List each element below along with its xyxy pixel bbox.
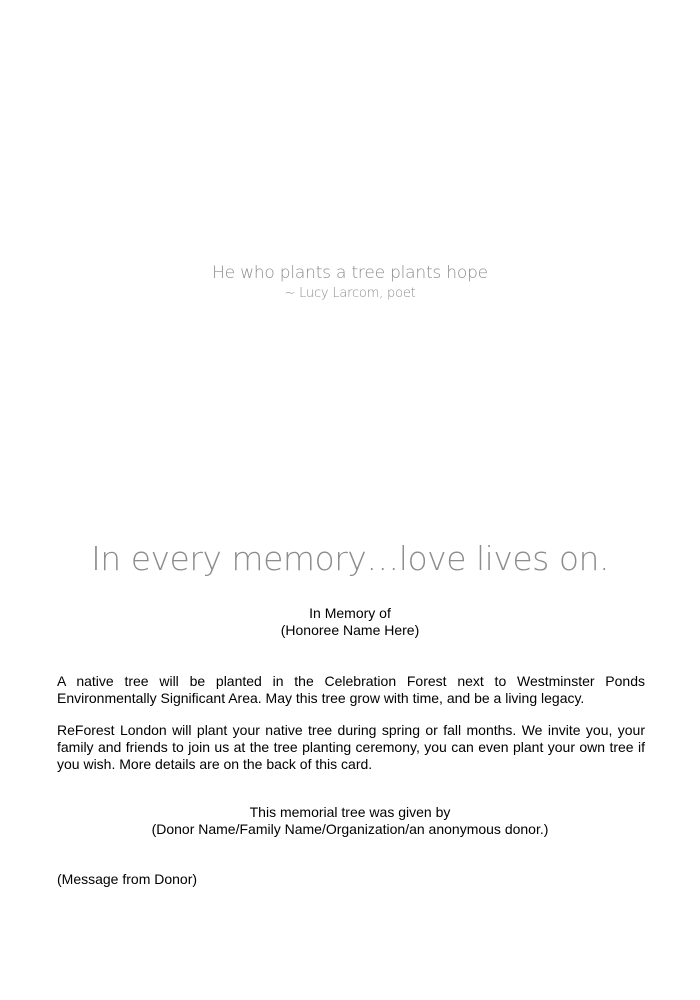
donor-message: (Message from Donor) <box>57 871 198 887</box>
quote-block <box>0 262 700 304</box>
tagline: In every memory…love lives on. <box>91 539 609 578</box>
donor-heading: This memorial tree was given by <box>249 804 451 820</box>
in-memory-heading: In Memory of <box>309 605 391 621</box>
body-paragraph-2 <box>57 722 645 773</box>
body-paragraph-2-text: ReForest London will plant your native tree during spring or fall months. We invite you, your family and friends to join us at the tree planting ceremony, you can even plant your own tree if you wish. More details are on the back of this card. <box>57 722 645 772</box>
body-paragraph-1-text: A native tree will be planted in the Celebration Forest next to Westminster Ponds Environmentally Significant Area. May this tree grow with time, and be a living legacy. <box>57 673 645 706</box>
donor-block <box>0 804 700 838</box>
in-memory-block <box>0 605 700 639</box>
quote-author: ~ Lucy Larcom, poet <box>284 286 416 301</box>
quote-text: He who plants a tree plants hope <box>212 263 488 283</box>
body-paragraph-1 <box>57 673 645 707</box>
honoree-name: (Honoree Name Here) <box>280 622 420 638</box>
donor-names: (Donor Name/Family Name/Organization/an anonymous donor.) <box>151 821 549 837</box>
